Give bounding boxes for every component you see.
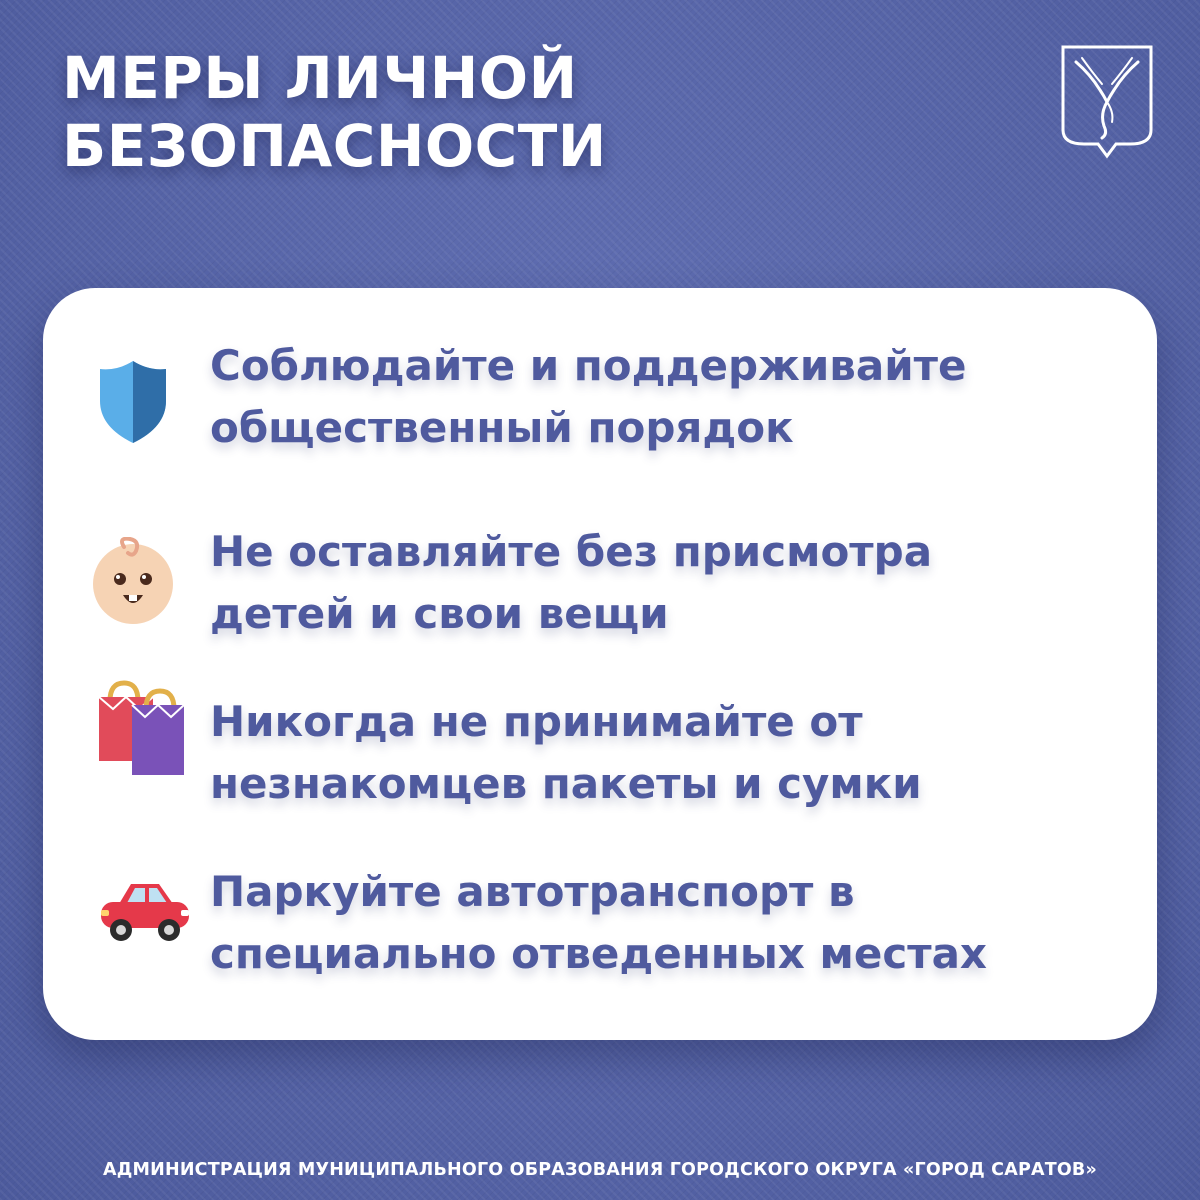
item-text-line-2: незнакомцев пакеты и сумки	[210, 759, 922, 808]
item-text	[210, 335, 966, 459]
city-emblem-icon	[1060, 44, 1154, 160]
baby-face-icon	[88, 537, 178, 627]
footer-text: АДМИНИСТРАЦИЯ МУНИЦИПАЛЬНОГО ОБРАЗОВАНИЯ ГОРОДСКОГО ОКРУГА «ГОРОД САРАТОВ»	[103, 1160, 1097, 1180]
item-text	[210, 861, 987, 985]
item-text	[210, 691, 922, 815]
item-text-line-1: Никогда не принимайте от	[210, 697, 863, 746]
info-card	[43, 288, 1157, 1040]
item-text-line-2: детей и свои вещи	[210, 589, 669, 638]
car-icon	[97, 876, 193, 948]
item-text-line-1: Паркуйте автотранспорт в	[210, 867, 855, 916]
item-text-line-1: Соблюдайте и поддерживайте	[210, 341, 967, 390]
title-line-1: МЕРЫ ЛИЧНОЙ	[62, 44, 578, 112]
item-text-line-2: общественный порядок	[210, 403, 794, 452]
item-text-line-2: специально отведенных местах	[210, 929, 987, 978]
item-text-line-1: Не оставляйте без присмотра	[210, 527, 933, 576]
shield-icon	[95, 357, 171, 447]
item-text	[210, 521, 932, 645]
title-line-2: БЕЗОПАСНОСТИ	[62, 112, 607, 180]
shopping-bags-icon	[96, 679, 188, 779]
page-title	[62, 44, 607, 180]
